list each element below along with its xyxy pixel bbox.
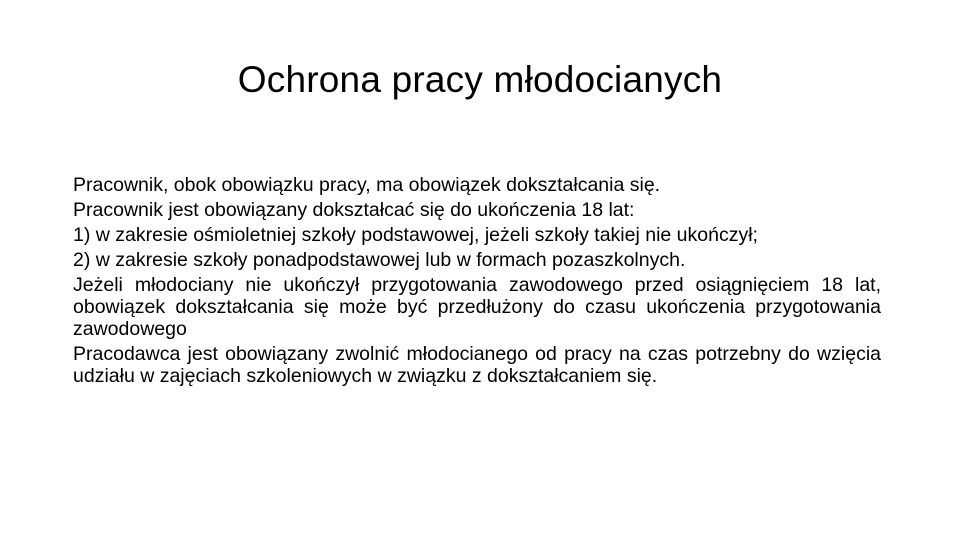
paragraph: Pracodawca jest obowiązany zwolnić młodocianego od pracy na czas potrzebny do wzięcia udziału w zajęciach szkoleniowych w związku z dokształcaniem się. [73,343,881,387]
paragraph: 1) w zakresie ośmioletniej szkoły podstawowej, jeżeli szkoły takiej nie ukończył; [73,224,758,246]
paragraph: Pracownik, obok obowiązku pracy, ma obowiązek dokształcania się. [73,174,661,196]
paragraph: Jeżeli młodociany nie ukończył przygotowania zawodowego przed osiągnięciem 18 lat, obowiązek dokształcania się może być przedłużony do czasu ukończenia przygotowania zawodowego [73,274,881,340]
slide-body [73,174,881,390]
paragraph: Pracownik jest obowiązany dokształcać się do ukończenia 18 lat: [73,199,635,221]
slide-title: Ochrona pracy młodocianych [237,59,723,100]
paragraph: 2) w zakresie szkoły ponadpodstawowej lub w formach pozaszkolnych. [73,249,686,271]
